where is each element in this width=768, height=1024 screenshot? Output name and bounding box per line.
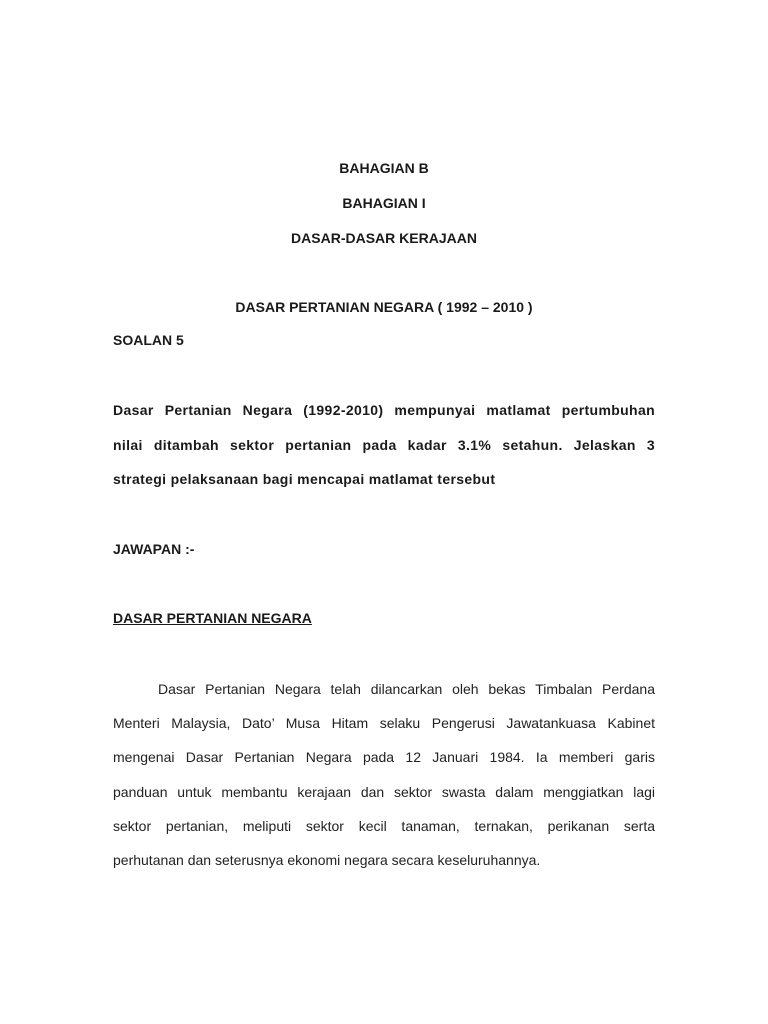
paragraph-line: perhutanan dan seterusnya ekonomi negara secara keseluruhannya. [113,851,541,868]
paragraph-line: Dasar Pertanian Negara telah dilancarkan oleh bekas Timbalan Perdana [158,681,655,697]
topic-heading: DASAR-DASAR KERAJAAN [291,230,477,246]
paragraph-line: mengenai Dasar Pertanian Negara pada 12 Januari 1984. Ia memberi garis [113,749,655,766]
part-heading: BAHAGIAN B [339,160,429,176]
answer-paragraph [113,672,655,877]
section-heading: BAHAGIAN I [342,195,426,211]
answer-label: JAWAPAN :- [113,541,195,557]
question-line: strategi pelaksanaan bagi mencapai matlamat tersebut [113,471,496,487]
paragraph-line: panduan untuk membantu kerajaan dan sektor swasta dalam menggiatkan lagi [113,783,655,800]
paragraph-line: sektor pertanian, meliputi sektor kecil tanaman, ternakan, perikanan serta [113,817,655,834]
paragraph-line: Menteri Malaysia, Dato’ Musa Hitam selaku Pengerusi Jawatankuasa Kabinet [113,715,655,732]
question-label: SOALAN 5 [113,332,184,348]
answer-subheading: DASAR PERTANIAN NEGARA [113,610,312,626]
question-line: nilai ditambah sektor pertanian pada kadar 3.1% setahun. Jelaskan 3 [113,436,655,453]
question-line: Dasar Pertanian Negara (1992-2010) mempunyai matlamat pertumbuhan [113,402,655,418]
policy-heading: DASAR PERTANIAN NEGARA ( 1992 – 2010 ) [235,299,533,315]
question-text [113,393,655,497]
